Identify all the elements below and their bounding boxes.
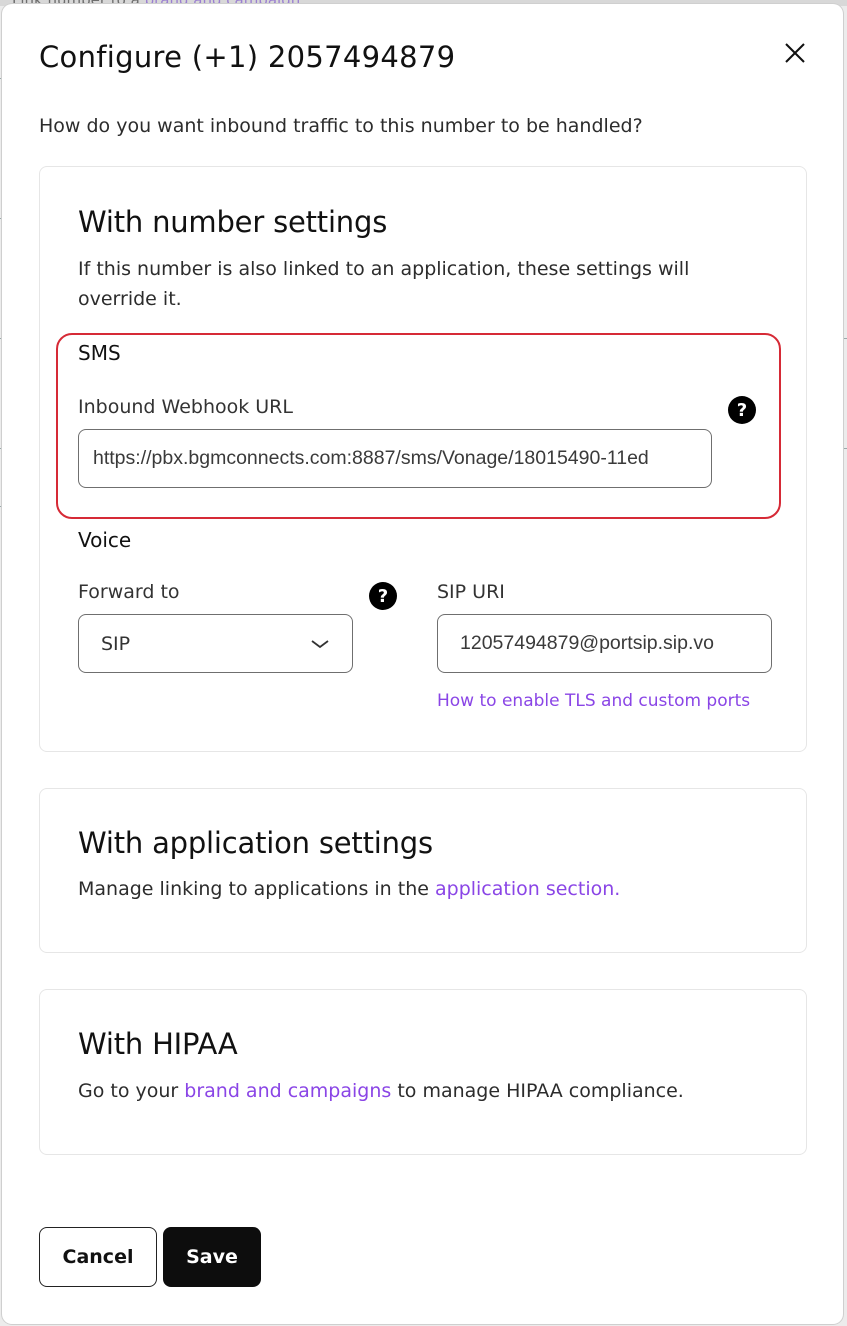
sip-uri-input[interactable]: [437, 614, 772, 673]
inbound-webhook-value: https://pbx.bgmconnects.com:8887/sms/Vonage/18015490-11ed: [93, 447, 649, 469]
tls-help-link[interactable]: How to enable TLS and custom ports: [437, 691, 751, 711]
sms-highlight-box: [56, 333, 781, 519]
sms-section-label: SMS: [78, 341, 121, 365]
number-settings-title: With number settings: [78, 205, 388, 239]
application-section-link[interactable]: application section.: [434, 878, 621, 900]
hipaa-text: Go to your brand and campaigns to manage HIPAA compliance.: [78, 1080, 684, 1102]
dialog-subtitle: How do you want inbound traffic to this number to be handled?: [39, 115, 643, 137]
voice-section-label: Voice: [78, 528, 132, 552]
inbound-webhook-label: Inbound Webhook URL: [78, 396, 293, 418]
close-icon[interactable]: [782, 40, 808, 66]
dialog-title: Configure (+1) 2057494879: [39, 40, 456, 74]
forward-to-select[interactable]: [78, 614, 353, 673]
sip-uri-value: 12057494879@portsip.sip.vo: [460, 632, 714, 654]
hipaa-title: With HIPAA: [78, 1027, 238, 1061]
chevron-down-icon: [310, 638, 330, 650]
hipaa-card: [39, 989, 807, 1155]
cancel-button[interactable]: Cancel: [39, 1227, 157, 1287]
application-settings-card: [39, 788, 807, 953]
brand-campaigns-link[interactable]: brand and campaigns: [184, 1080, 392, 1102]
question-icon[interactable]: ?: [728, 396, 756, 424]
application-settings-title: With application settings: [78, 826, 433, 860]
application-settings-text: Manage linking to applications in the application section.: [78, 878, 621, 900]
number-settings-description: If this number is also linked to an application, these settings will override it.: [78, 258, 690, 310]
forward-to-label: Forward to: [78, 581, 180, 603]
configure-number-dialog: [2, 4, 843, 1324]
save-button[interactable]: Save: [163, 1227, 261, 1287]
question-icon[interactable]: ?: [369, 582, 397, 610]
forward-to-value: SIP: [101, 632, 131, 655]
sip-uri-label: SIP URI: [437, 581, 505, 603]
